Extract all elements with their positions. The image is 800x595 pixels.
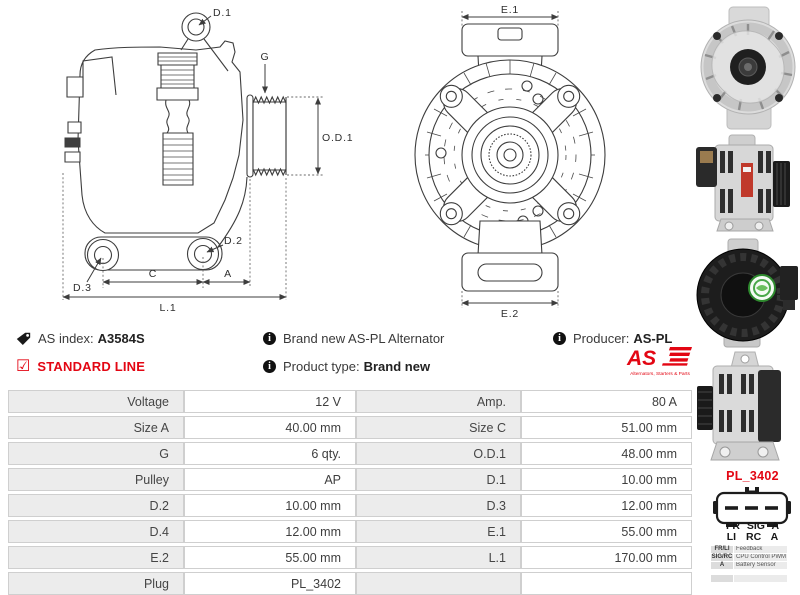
- product-photo-side-label[interactable]: [693, 133, 800, 235]
- spec-label: Amp.: [356, 390, 521, 413]
- spec-value: 12.00 mm: [184, 520, 356, 543]
- spec-value: 6 qty.: [184, 442, 356, 465]
- spec-value: PL_3402: [184, 572, 356, 595]
- spec-label: Voltage: [8, 390, 184, 413]
- spec-value: 55.00 mm: [521, 520, 692, 543]
- spec-value: [521, 572, 692, 595]
- dim-label-c: C: [148, 268, 158, 280]
- as-index-label: AS index:: [38, 331, 94, 346]
- dim-label-e1: E.1: [500, 4, 520, 16]
- spec-table: [8, 387, 692, 595]
- checked-checkbox-icon: ☑: [16, 357, 31, 375]
- as-pl-logo-tagline: Alternators, Starters & Parts: [630, 372, 690, 377]
- producer-value: AS-PL: [633, 331, 673, 346]
- legend-key: FR/LI: [711, 546, 733, 553]
- spec-value: 10.00 mm: [184, 494, 356, 517]
- as-index-row: [16, 331, 145, 346]
- info-icon: i: [263, 360, 276, 373]
- legend-row: [711, 554, 787, 561]
- plug-pin-labels: [700, 521, 800, 543]
- plug-pin-row-2: LI RC A: [726, 531, 779, 543]
- spec-label: D.2: [8, 494, 184, 517]
- spec-value: 80 A: [521, 390, 692, 413]
- standard-line-label: STANDARD LINE: [37, 359, 146, 374]
- product-type-label: Product type:: [283, 359, 360, 374]
- table-row: [8, 416, 692, 439]
- spec-value: 55.00 mm: [184, 546, 356, 569]
- spec-label: O.D.1: [356, 442, 521, 465]
- dim-label-d3: D.3: [73, 282, 92, 294]
- table-row: [8, 572, 692, 595]
- dim-label-l1: L.1: [159, 302, 177, 314]
- technical-drawing-front-view: [410, 3, 610, 321]
- spec-label: Plug: [8, 572, 184, 595]
- spec-label: D.1: [356, 468, 521, 491]
- plug-pin-row-1: FR SIG A: [725, 520, 780, 532]
- as-pl-logo: [623, 344, 697, 380]
- table-row: [8, 494, 692, 517]
- dim-label-od1: O.D.1: [322, 132, 354, 144]
- table-row: [8, 546, 692, 569]
- spec-label: D.3: [356, 494, 521, 517]
- spec-value: 12 V: [184, 390, 356, 413]
- plug-name: PL_3402: [726, 469, 779, 483]
- product-photo-front[interactable]: [695, 5, 800, 131]
- brand-new-row: [263, 331, 444, 346]
- standard-line-row: [16, 359, 145, 374]
- dim-label-a: A: [224, 268, 232, 280]
- dim-label-g: G: [260, 51, 270, 63]
- product-photo-side-pulley[interactable]: [695, 350, 790, 466]
- tag-icon: [16, 332, 31, 346]
- product-photo-rear[interactable]: [688, 238, 800, 348]
- legend-key: SIG/RC: [711, 554, 733, 560]
- table-row: [8, 520, 692, 543]
- spec-label: D.4: [8, 520, 184, 543]
- dim-label-d2: D.2: [224, 235, 243, 247]
- info-icon: i: [263, 332, 276, 345]
- spec-label: Size A: [8, 416, 184, 439]
- legend-row: [711, 562, 787, 569]
- spec-label: [356, 572, 521, 595]
- plug-legend: [711, 546, 787, 583]
- spec-label: E.2: [8, 546, 184, 569]
- info-icon: i: [553, 332, 566, 345]
- spec-label: L.1: [356, 546, 521, 569]
- product-type-row: [263, 359, 430, 374]
- spec-value: 40.00 mm: [184, 416, 356, 439]
- dim-label-e2: E.2: [500, 308, 520, 320]
- legend-key: A: [711, 562, 733, 569]
- spec-value: 48.00 mm: [521, 442, 692, 465]
- spec-value: 51.00 mm: [521, 416, 692, 439]
- spec-label: Size C: [356, 416, 521, 439]
- legend-row-empty: [711, 575, 787, 582]
- table-row: [8, 390, 692, 413]
- as-index-value: A3584S: [97, 331, 145, 346]
- product-type-value: Brand new: [363, 359, 431, 374]
- spec-value: 12.00 mm: [521, 494, 692, 517]
- table-row: [8, 442, 692, 465]
- technical-drawing-side-view: [60, 5, 355, 317]
- legend-value: Battery Sensor: [734, 562, 787, 569]
- spec-value: 10.00 mm: [521, 468, 692, 491]
- producer-label: Producer:: [573, 331, 630, 346]
- legend-value: CPU Control PWM: [736, 554, 787, 560]
- brand-new-text: Brand new AS-PL Alternator: [283, 331, 445, 346]
- spec-value: 170.00 mm: [521, 546, 692, 569]
- legend-row: [711, 546, 787, 553]
- as-pl-logo-text: AS: [627, 347, 657, 370]
- spec-label: G: [8, 442, 184, 465]
- legend-value: Feedback: [734, 546, 787, 553]
- spec-label: E.1: [356, 520, 521, 543]
- spec-label: Pulley: [8, 468, 184, 491]
- table-row: [8, 468, 692, 491]
- spec-value: AP: [184, 468, 356, 491]
- dim-label-d1: D.1: [213, 7, 232, 19]
